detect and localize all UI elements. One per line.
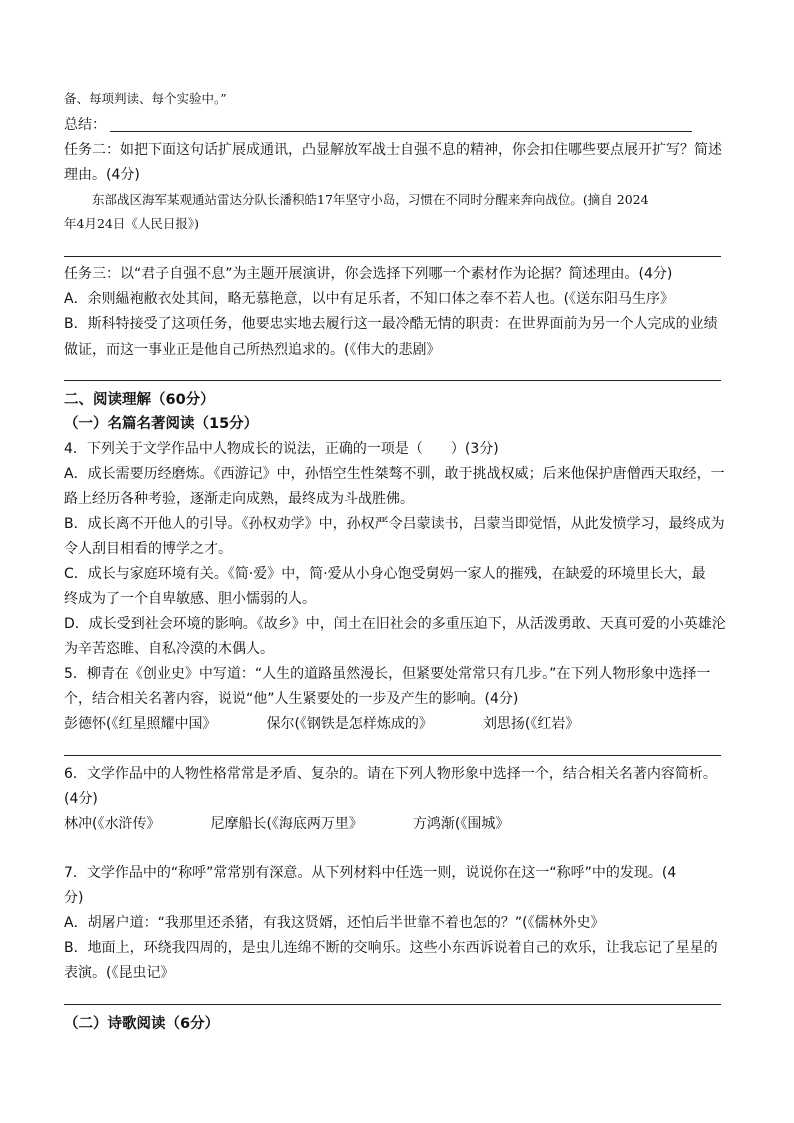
text-line: (4分) xyxy=(64,791,98,807)
answer-blank[interactable] xyxy=(110,116,692,132)
option-b: B．成长离不开他人的引导。《孙权劝学》中，孙权严令吕蒙读书，吕蒙当即觉悟，从此发愤学习，最终成为 xyxy=(64,516,725,532)
question-4: 4．下列关于文学作品中人物成长的说法，正确的一项是（ ）(3分) xyxy=(64,441,499,457)
q5-option: 刘思扬(《红岩》 xyxy=(482,716,580,732)
text-line: 为辛苦恣睢、自私冷漠的木偶人。 xyxy=(64,641,274,657)
answer-line[interactable] xyxy=(64,380,721,381)
answer-line[interactable] xyxy=(64,755,721,756)
answer-line[interactable] xyxy=(64,1004,721,1005)
question-5: 5．柳青在《创业史》中写道：“人生的道路虽然漫长，但紧要处常常只有几步。”在下列人物形象中选择一 xyxy=(64,666,711,682)
option-b: B．斯科特接受了这项任务，他要忠实地去履行这一最冷酷无情的职责：在世界面前为另一个人完成的业绩 xyxy=(64,316,718,332)
summary-label: 总结： xyxy=(64,117,106,133)
task2-prompt: 任务二：如把下面这句话扩展成通讯，凸显解放军战士自强不息的精神，你会扣住哪些要点展开扩写？简述 xyxy=(64,142,722,158)
q5-option: 保尔(《钢铁是怎样炼成的》 xyxy=(266,716,433,732)
text-line: 做证，而这一事业正是他自己所热烈追求的。(《伟大的悲剧》 xyxy=(64,342,441,358)
q5-option: 彭德怀(《红星照耀中国》 xyxy=(64,716,217,732)
question-6: 6．文学作品中的人物性格常常是矛盾、复杂的。请在下列人物形象中选择一个，结合相关名著内容简析。 xyxy=(64,766,717,782)
option-c: C．成长与家庭环境有关。《简·爱》中，简·爱从小身心饱受舅妈一家人的摧残，在缺爱的环境里长大，最 xyxy=(64,566,706,582)
answer-line[interactable] xyxy=(64,256,721,257)
section-heading: 二、阅读理解（60分） xyxy=(64,392,215,408)
text-line: 终成为了一个自卑敏感、胆小懦弱的人。 xyxy=(64,591,316,607)
text-line: 个，结合相关名著内容，说说“他”人生紧要处的一步及产生的影响。(4分) xyxy=(64,691,519,707)
summary-line xyxy=(64,115,692,135)
task3-prompt: 任务三：以“君子自强不息”为主题开展演讲，你会选择下列哪一个素材作为论据？简述理由。(4分) xyxy=(64,266,673,282)
text-line: 备、每项判读、每个实验中。” xyxy=(64,91,227,106)
subsection-heading: （一）名篇名著阅读（15分） xyxy=(64,416,259,432)
q6-option: 方鸿渐(《围城》 xyxy=(412,816,510,832)
question-7: 7．文学作品中的“称呼”常常别有深意。从下列材料中任选一则，说说你在这一“称呼”中的发现。(4 xyxy=(64,865,677,881)
subsection-heading: （二）诗歌阅读（6分） xyxy=(64,1016,220,1032)
quoted-passage-source: 年4月24日《人民日报》) xyxy=(64,216,199,231)
option-d: D．成长受到社会环境的影响。《故乡》中，闰土在旧社会的多重压迫下，从活泼勇敢、天真可爱的小英雄沦 xyxy=(64,616,726,632)
text-line: 表演。(《昆虫记》 xyxy=(64,965,175,981)
quoted-passage: 东部战区海军某观通站雷达分队长潘积皓17年坚守小岛，习惯在不同时分醒来奔向战位。(摘自 2024 xyxy=(92,192,649,207)
q6-option: 尼摩船长(《海底两万里》 xyxy=(210,816,363,832)
text-line: 分) xyxy=(64,890,84,906)
q5-options xyxy=(64,714,579,734)
text-line: 令人刮目相看的博学之才。 xyxy=(64,541,232,557)
q6-option: 林冲(《水浒传》 xyxy=(64,816,161,832)
option-a: A．成长需要历经磨炼。《西游记》中，孙悟空生性桀骜不驯，敢于挑战权威；后来他保护唐僧西天取经，一 xyxy=(64,466,725,482)
option-a: A．余则緼袍敝衣处其间，略无慕艳意，以中有足乐者，不知口体之奉不若人也。(《送东阳马生序》 xyxy=(64,291,675,307)
text-line: 路上经历各种考验，逐渐走向成熟，最终成为斗战胜佛。 xyxy=(64,491,414,507)
q6-options xyxy=(64,814,509,834)
option-b: B．地面上，环绕我四周的，是虫儿连绵不断的交响乐。这些小东西诉说着自己的欢乐，让我忘记了星星的 xyxy=(64,940,718,956)
text-line: 理由。(4分) xyxy=(64,167,140,183)
option-a: A．胡屠户道：“我那里还杀猪，有我这贤婿，还怕后半世靠不着也怎的？”(《儒林外史》 xyxy=(64,915,605,931)
